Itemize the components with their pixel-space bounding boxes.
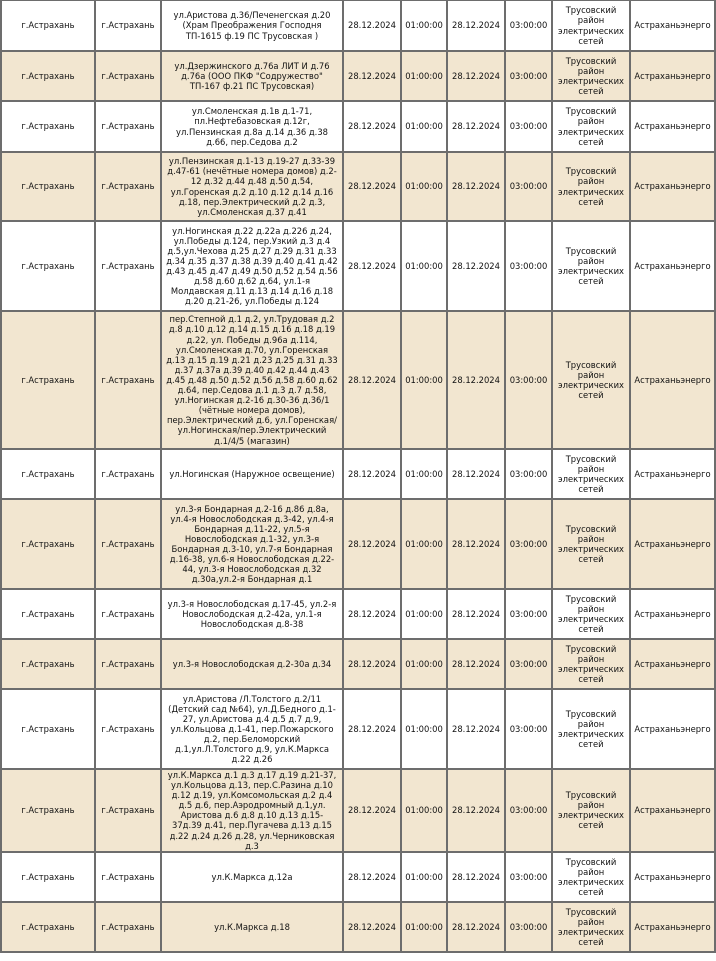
cell-district: Трусовский район электрических сетей	[553, 590, 631, 640]
cell-district: Трусовский район электрических сетей	[553, 312, 631, 450]
cell-address: ул.Ногинская (Наружное освещение)	[162, 450, 344, 500]
cell-end-time: 03:00:00	[506, 590, 553, 640]
cell-start-time: 01:00:00	[402, 153, 448, 222]
cell-district: Трусовский район электрических сетей	[553, 450, 631, 500]
cell-start-time: 01:00:00	[402, 0, 448, 52]
cell-city: г.Астрахань	[0, 903, 96, 953]
cell-city: г.Астрахань	[0, 450, 96, 500]
cell-locality: г.Астрахань	[96, 52, 162, 102]
cell-locality: г.Астрахань	[96, 0, 162, 52]
cell-city: г.Астрахань	[0, 640, 96, 690]
table-row	[0, 312, 716, 450]
table-row	[0, 690, 716, 770]
cell-city: г.Астрахань	[0, 853, 96, 903]
cell-start-date: 28.12.2024	[344, 690, 402, 770]
table-row	[0, 590, 716, 640]
cell-start-date: 28.12.2024	[344, 450, 402, 500]
cell-start-time: 01:00:00	[402, 770, 448, 853]
cell-city: г.Астрахань	[0, 0, 96, 52]
cell-address: ул.Пензинская д.1-13 д.19-27 д.33-39 д.47-61 (нечётные номера домов) д.2-12 д.32 д.44 д.48 д.50 д.54, ул.Горенская д.2 д.10 д.12 д.14 д.16 д.18, пер.Электрический д.2 д.3, ул.Смоленская д.37 д.41	[162, 153, 344, 222]
cell-company: Астраханьэнерго	[631, 102, 716, 153]
cell-company: Астраханьэнерго	[631, 640, 716, 690]
cell-city: г.Астрахань	[0, 312, 96, 450]
cell-end-time: 03:00:00	[506, 500, 553, 590]
cell-locality: г.Астрахань	[96, 590, 162, 640]
cell-district: Трусовский район электрических сетей	[553, 500, 631, 590]
cell-start-date: 28.12.2024	[344, 102, 402, 153]
cell-end-time: 03:00:00	[506, 903, 553, 953]
table-row	[0, 0, 716, 52]
cell-end-time: 03:00:00	[506, 770, 553, 853]
cell-end-date: 28.12.2024	[448, 640, 506, 690]
cell-start-date: 28.12.2024	[344, 52, 402, 102]
cell-district: Трусовский район электрических сетей	[553, 222, 631, 312]
cell-address: ул.Дзержинского д.76а ЛИТ И д.76 д.76а (ООО ПКФ "Содружество" ТП-167 ф.21 ПС Трусовская)	[162, 52, 344, 102]
cell-start-time: 01:00:00	[402, 690, 448, 770]
cell-address: пер.Степной д.1 д.2, ул.Трудовая д.2 д.8 д.10 д.12 д.14 д.15 д.16 д.18 д.19 д.22, ул. Победы д.96а д.114, ул.Смоленская д.70, ул.Горенская д.13 д.15 д.19 д.21 д.23 д.25 д.31 д.33 д.37 д.37а д.39 д.40 д.42 д.44 д.43 д.45 д.48 д.50 д.52 д.56 д.58 д.60 д.62 д.64, пер.Седова д.1 д.3 д.7 д.58, ул.Ногинская д.2-16 д.30-36 д.36/1 (чётные номера домов), пер.Электрический д.6, ул.Горенская/ ул.Ногинская/пер.Электрический д.1/4/5 (магазин)	[162, 312, 344, 450]
cell-locality: г.Астрахань	[96, 222, 162, 312]
cell-address: ул.К.Маркса д.1 д.3 д.17 д.19 д.21-37, ул.Кольцова д.13, пер.С.Разина д.10 д.12 д.19, ул.Комсомольская д.2 д.4 д.5 д.6, пер.Аэродромный д.1,ул. Аристова д.6 д.8 д.10 д.13 д.15-37д.39 д.41, пер.Пугачева д.13 д.15 д.22 д.24 д.26 д.28, ул.Черниковская д.3	[162, 770, 344, 853]
table-row	[0, 153, 716, 222]
cell-locality: г.Астрахань	[96, 153, 162, 222]
cell-end-time: 03:00:00	[506, 0, 553, 52]
cell-end-time: 03:00:00	[506, 153, 553, 222]
cell-end-date: 28.12.2024	[448, 903, 506, 953]
cell-end-time: 03:00:00	[506, 52, 553, 102]
table-row	[0, 500, 716, 590]
cell-end-date: 28.12.2024	[448, 590, 506, 640]
cell-city: г.Астрахань	[0, 102, 96, 153]
cell-address: ул.К.Маркса д.12а	[162, 853, 344, 903]
page-bottom-margin	[0, 954, 716, 961]
cell-address: ул.Ногинская д.22 д.22а д.226 д.24, ул.Победы д.124, пер.Узкий д.3 д.4 д.5,ул.Чехова д.25 д.27 д.29 д.31 д.33 д.34 д.35 д.37 д.38 д.39 д.40 д.41 д.42 д.43 д.45 д.47 д.49 д.50 д.52 д.54 д.56 д.58 д.60 д.62 д.64, ул.1-я Молдавская д.11 д.13 д.14 д.16 д.18 д.20 д.21-26, ул.Победы д.124	[162, 222, 344, 312]
cell-end-date: 28.12.2024	[448, 312, 506, 450]
cell-locality: г.Астрахань	[96, 690, 162, 770]
cell-company: Астраханьэнерго	[631, 222, 716, 312]
cell-locality: г.Астрахань	[96, 312, 162, 450]
cell-locality: г.Астрахань	[96, 640, 162, 690]
cell-end-time: 03:00:00	[506, 450, 553, 500]
table-row	[0, 102, 716, 153]
cell-start-time: 01:00:00	[402, 590, 448, 640]
cell-start-date: 28.12.2024	[344, 153, 402, 222]
cell-district: Трусовский район электрических сетей	[553, 903, 631, 953]
table-row	[0, 640, 716, 690]
cell-end-date: 28.12.2024	[448, 500, 506, 590]
cell-start-date: 28.12.2024	[344, 640, 402, 690]
cell-company: Астраханьэнерго	[631, 770, 716, 853]
cell-company: Астраханьэнерго	[631, 312, 716, 450]
table-row	[0, 52, 716, 102]
cell-district: Трусовский район электрических сетей	[553, 52, 631, 102]
cell-locality: г.Астрахань	[96, 450, 162, 500]
cell-start-time: 01:00:00	[402, 903, 448, 953]
cell-district: Трусовский район электрических сетей	[553, 153, 631, 222]
cell-end-time: 03:00:00	[506, 640, 553, 690]
cell-locality: г.Астрахань	[96, 102, 162, 153]
cell-address: ул.Аристова /Л.Толстого д.2/11 (Детский сад №64), ул.Д.Бедного д.1-27, ул.Аристова д.4 д.5 д.7 д.9, ул.Кольцова д.1-41, пер.Пожарского д.2, пер.Беломорский д.1,ул.Л.Толстого д.9, ул.К.Маркса д.22 д.26	[162, 690, 344, 770]
cell-end-date: 28.12.2024	[448, 853, 506, 903]
cell-end-time: 03:00:00	[506, 222, 553, 312]
cell-end-date: 28.12.2024	[448, 770, 506, 853]
cell-locality: г.Астрахань	[96, 853, 162, 903]
cell-start-date: 28.12.2024	[344, 590, 402, 640]
cell-district: Трусовский район электрических сетей	[553, 640, 631, 690]
cell-company: Астраханьэнерго	[631, 450, 716, 500]
cell-city: г.Астрахань	[0, 770, 96, 853]
cell-company: Астраханьэнерго	[631, 690, 716, 770]
cell-district: Трусовский район электрических сетей	[553, 102, 631, 153]
table-row	[0, 770, 716, 853]
cell-start-time: 01:00:00	[402, 853, 448, 903]
cell-end-date: 28.12.2024	[448, 102, 506, 153]
cell-start-time: 01:00:00	[402, 450, 448, 500]
cell-start-date: 28.12.2024	[344, 312, 402, 450]
cell-address: ул.Аристова д.36/Печенегская д.20 (Храм Преображения Господня ТП-1615 ф.19 ПС Трусовская )	[162, 0, 344, 52]
cell-city: г.Астрахань	[0, 590, 96, 640]
cell-start-date: 28.12.2024	[344, 770, 402, 853]
table-row	[0, 450, 716, 500]
cell-locality: г.Астрахань	[96, 500, 162, 590]
cell-end-time: 03:00:00	[506, 690, 553, 770]
cell-district: Трусовский район электрических сетей	[553, 770, 631, 853]
cell-company: Астраханьэнерго	[631, 903, 716, 953]
cell-city: г.Астрахань	[0, 222, 96, 312]
cell-locality: г.Астрахань	[96, 903, 162, 953]
cell-company: Астраханьэнерго	[631, 500, 716, 590]
cell-start-time: 01:00:00	[402, 640, 448, 690]
cell-start-time: 01:00:00	[402, 52, 448, 102]
cell-locality: г.Астрахань	[96, 770, 162, 853]
cell-address: ул.К.Маркса д.18	[162, 903, 344, 953]
cell-start-time: 01:00:00	[402, 312, 448, 450]
cell-end-date: 28.12.2024	[448, 690, 506, 770]
cell-start-time: 01:00:00	[402, 222, 448, 312]
cell-start-time: 01:00:00	[402, 500, 448, 590]
cell-end-time: 03:00:00	[506, 853, 553, 903]
cell-city: г.Астрахань	[0, 690, 96, 770]
cell-company: Астраханьэнерго	[631, 590, 716, 640]
cell-end-date: 28.12.2024	[448, 450, 506, 500]
cell-start-date: 28.12.2024	[344, 903, 402, 953]
table-row	[0, 853, 716, 903]
cell-end-date: 28.12.2024	[448, 52, 506, 102]
cell-end-time: 03:00:00	[506, 102, 553, 153]
table-row	[0, 903, 716, 953]
cell-end-date: 28.12.2024	[448, 222, 506, 312]
cell-city: г.Астрахань	[0, 153, 96, 222]
cell-end-time: 03:00:00	[506, 312, 553, 450]
cell-address: ул.3-я Новослободская д.17-45, ул.2-я Новослободская д.2-42а, ул.1-я Новослободская д.8-38	[162, 590, 344, 640]
cell-start-date: 28.12.2024	[344, 0, 402, 52]
cell-start-date: 28.12.2024	[344, 500, 402, 590]
table-row	[0, 222, 716, 312]
cell-district: Трусовский район электрических сетей	[553, 0, 631, 52]
cell-address: ул.3-я Новослободская д.2-30а д.34	[162, 640, 344, 690]
cell-start-time: 01:00:00	[402, 102, 448, 153]
cell-company: Астраханьэнерго	[631, 853, 716, 903]
cell-city: г.Астрахань	[0, 500, 96, 590]
cell-company: Астраханьэнерго	[631, 52, 716, 102]
cell-start-date: 28.12.2024	[344, 222, 402, 312]
cell-start-date: 28.12.2024	[344, 853, 402, 903]
cell-district: Трусовский район электрических сетей	[553, 853, 631, 903]
cell-district: Трусовский район электрических сетей	[553, 690, 631, 770]
cell-address: ул.Смоленская д.1в д.1-71, пл.Нефтебазовская д.12г, ул.Пензинская д.8а д.14 д.36 д.38 д.66, пер.Седова д.2	[162, 102, 344, 153]
cell-end-date: 28.12.2024	[448, 153, 506, 222]
cell-company: Астраханьэнерго	[631, 0, 716, 52]
cell-address: ул.3-я Бондарная д.2-16 д.86 д.8а, ул.4-я Новослободская д.3-42, ул.4-я Бондарная д.11-22, ул.5-я Новослободская д.1-32, ул.3-я Бондарная д.3-10, ул.7-я Бондарная д.16-38, ул.6-я Новослободская д.22-44, ул.3-я Новослободская д.32 д.30а,ул.2-я Бондарная д.1	[162, 500, 344, 590]
cell-end-date: 28.12.2024	[448, 0, 506, 52]
cell-city: г.Астрахань	[0, 52, 96, 102]
cell-company: Астраханьэнерго	[631, 153, 716, 222]
